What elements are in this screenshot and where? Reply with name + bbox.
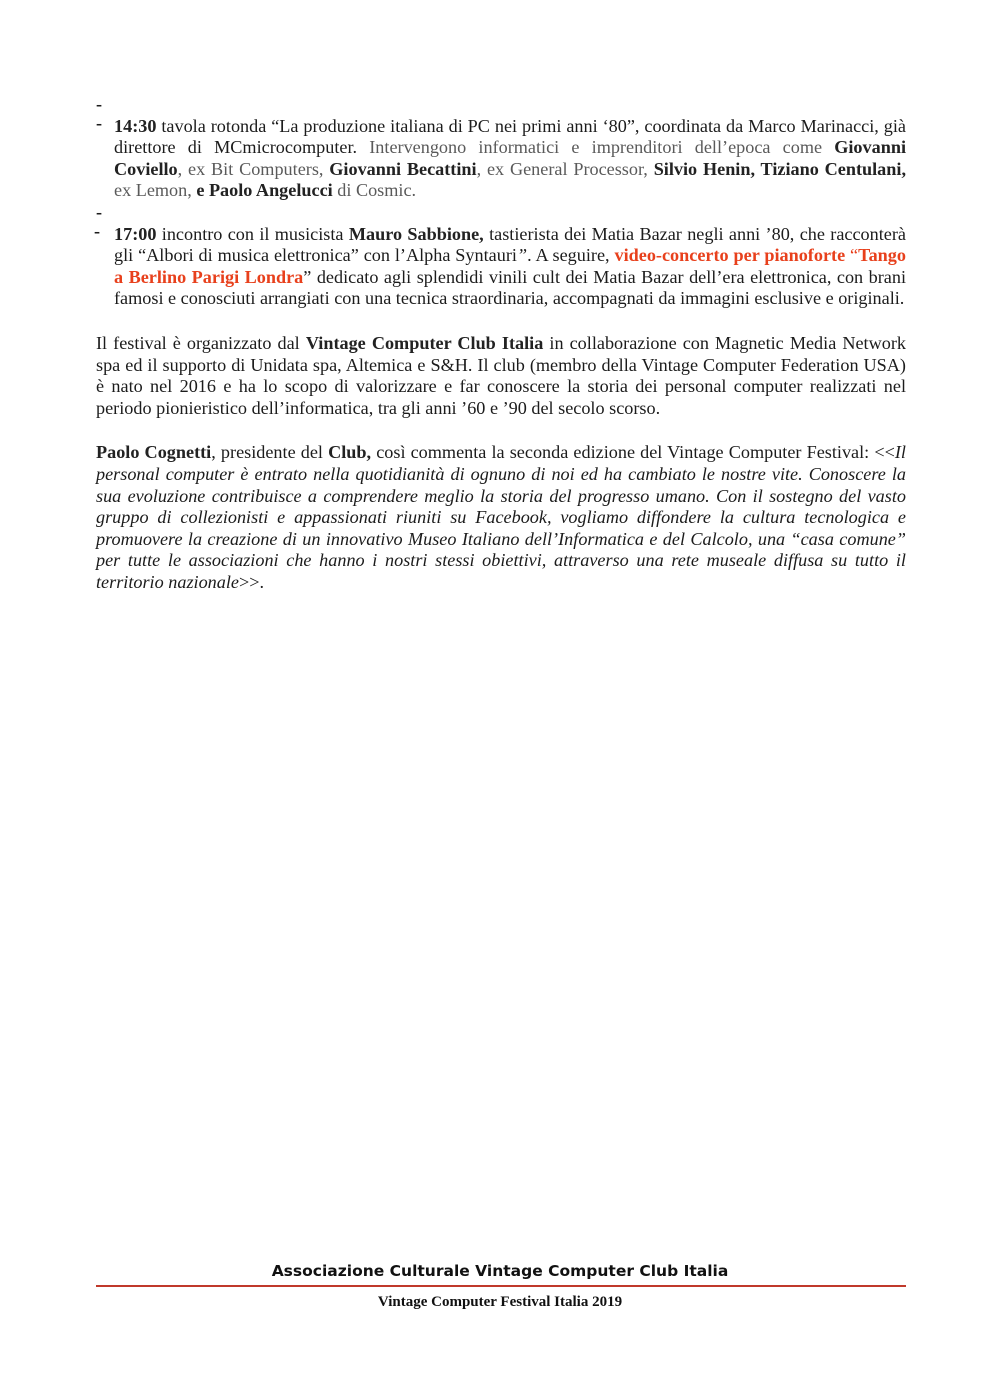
highlight-text: video-concerto per pianoforte (614, 245, 846, 266)
agenda-text: , già direttore di MCmicrocomputer. (114, 115, 906, 158)
agenda-text: , ex General Processor, (476, 158, 654, 179)
paragraph-text: , presidente del (211, 442, 329, 463)
highlight-text: Tango a Berlino Parigi Londra (114, 245, 906, 287)
footer-event: Vintage Computer Festival Italia 2019 (377, 1294, 623, 1310)
empty-bullet: - (96, 201, 103, 222)
quote-text: Il personal computer è entrato nella quotidianità di ognuno di noi ed ha cambiato le nostre vite. Conoscere la sua evoluzione contribuisce a comprendere meglio la storia del progresso umano. Con il sostegno del vasto gruppo di collezionisti e appassionati riuniti su Facebook, vogliamo diffondere la cultura tecnologica e promuovere la creazione di un innovativo Museo Italiano dell’Informatica e del Calcolo, una “casa comune” per tutte le associazioni che hanno i nostri stessi obiettivi, attraverso una rete museale diffusa su tutto il territorio nazionale (96, 442, 906, 592)
paragraph-text: Il festival è organizzato dal (96, 332, 306, 353)
agenda-text: di Cosmic. (332, 180, 417, 201)
agenda-text: tavola rotonda “La produzione italiana di PC nei primi anni ‘80”, coordinata da (156, 115, 749, 136)
agenda-time: 14:30 (114, 115, 157, 136)
person-name: Marco Marinacci (748, 115, 875, 136)
president-quote-paragraph (96, 442, 906, 593)
agenda-text: incontro con il musicista (156, 223, 349, 244)
paragraph-text: così commenta la seconda edizione del Vintage Computer Festival: << (371, 442, 895, 463)
agenda-text: ” dedicato agli splendidi vinili cult dei Matia Bazar dell’era elettronica, con brani famosi e conosciuti arrangiati con una tecnica straordinaria, accompagnati da immagini esclusive e originali. (114, 266, 906, 309)
agenda-text: ex Lemon, (114, 180, 197, 201)
bullet-dash: - (94, 220, 101, 241)
agenda-text: , ex Bit Computers, (177, 158, 330, 179)
agenda-text: ” (516, 245, 528, 266)
agenda-item-1430 (96, 112, 906, 202)
footer-organization: Associazione Culturale Vintage Computer Club Italia (271, 1262, 729, 1280)
agenda-time: 17:00 (114, 223, 157, 244)
paragraph-text: in collaborazione con Magnetic Media Network spa ed il supporto di Unidata spa, Altemica e S&H. Il club (membro della Vintage Computer Federation USA) è nato nel 2016 e ha lo scopo di valorizzare e far conoscere la storia dei personal computer realizzati nel periodo pionieristico dell’informatica, tra gli anni ’60 e ’90 del secolo scorso. (96, 332, 906, 418)
person-name: Giovanni Coviello (114, 137, 906, 179)
paragraph-text: >>. (238, 571, 265, 592)
agenda-text: tastierista dei Matia Bazar negli anni ’80, che racconterà gli “Albori di musica elettronica” con l’Alpha Syntauri (114, 223, 906, 266)
agenda-item-1700 (94, 220, 906, 310)
highlight-text: “ (845, 245, 859, 266)
person-name: Paolo Cognetti (96, 442, 212, 463)
organizer-paragraph (96, 333, 906, 419)
bullet-dash: - (96, 112, 103, 133)
agenda-text: . A seguire, (527, 245, 615, 266)
person-name: Giovanni Becattini (329, 158, 477, 179)
footer-divider (96, 1285, 906, 1287)
person-name: e Paolo Angelucci (196, 180, 333, 201)
document-body (96, 94, 906, 593)
club-name: Club, (328, 442, 372, 463)
empty-bullet: - (96, 94, 103, 114)
person-name: Silvio Henin, Tiziano Centulani, (653, 158, 906, 179)
club-name: Vintage Computer Club Italia (305, 332, 544, 353)
agenda-text: Intervengono informatici e imprenditori dell’epoca come (369, 137, 835, 158)
person-name: Mauro Sabbione, (348, 223, 484, 244)
